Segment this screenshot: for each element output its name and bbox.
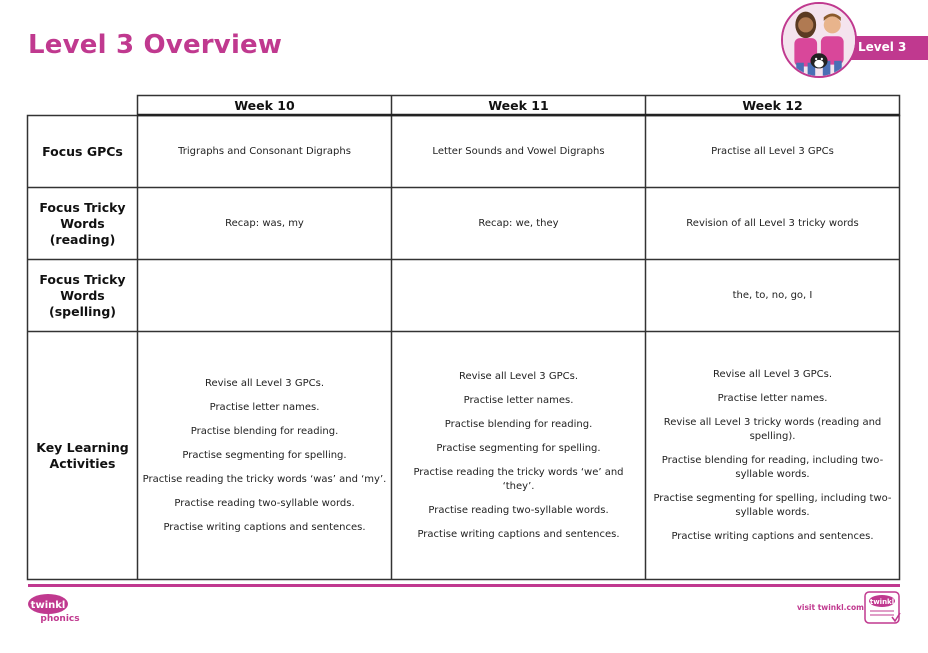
activity-item: Practise segmenting for spelling, including two-syllable words. bbox=[653, 492, 892, 518]
activity-item: Revise all Level 3 GPCs. bbox=[204, 377, 325, 389]
activity-item: Practise segmenting for spelling. bbox=[182, 449, 347, 461]
activity-item: Practise reading the tricky words ‘was’ and ‘my’. bbox=[142, 473, 387, 485]
activity-item: Practise blending for reading. bbox=[444, 418, 593, 430]
row-label-focus-gpcs: Focus GPCs bbox=[42, 143, 123, 159]
tricky-reading-week-10: Recap: was, my bbox=[225, 217, 304, 229]
activity-item: Practise writing captions and sentences. bbox=[671, 530, 874, 542]
activity-item: Revise all Level 3 tricky words (reading and spelling). bbox=[663, 416, 882, 442]
quality-badge-icon bbox=[864, 591, 902, 625]
tricky-reading-week-11: Recap: we, they bbox=[478, 217, 559, 229]
tricky-spelling-week-12: the, to, no, go, I bbox=[732, 289, 813, 301]
activity-item: Practise reading two-syllable words. bbox=[174, 497, 355, 509]
row-label-key-activities: Key Learning Activities bbox=[36, 439, 129, 471]
activity-item: Practise blending for reading, including two-syllable words. bbox=[661, 454, 884, 480]
activity-item: Practise reading the tricky words ‘we’ and ‘they’. bbox=[413, 466, 624, 492]
gpcs-week-11: Letter Sounds and Vowel Digraphs bbox=[432, 145, 605, 157]
activities-week-11 bbox=[392, 332, 645, 579]
gpcs-week-10: Trigraphs and Consonant Digraphs bbox=[178, 145, 351, 157]
logo-text-bottom: phonics bbox=[40, 614, 80, 624]
activity-item: Practise writing captions and sentences. bbox=[417, 528, 620, 540]
page-title: Level 3 Overview bbox=[28, 30, 283, 60]
activity-item: Practise blending for reading. bbox=[190, 425, 339, 437]
badge-text: twinkl bbox=[869, 598, 895, 606]
activity-item: Practise letter names. bbox=[463, 394, 574, 406]
week-10-header: Week 10 bbox=[234, 98, 295, 113]
week-11-header: Week 11 bbox=[488, 98, 549, 113]
tricky-spelling-week-10 bbox=[138, 260, 391, 331]
activity-item: Revise all Level 3 GPCs. bbox=[458, 370, 579, 382]
footer-visit-link[interactable]: visit twinkl.com bbox=[797, 603, 864, 612]
activity-item: Practise letter names. bbox=[209, 401, 320, 413]
activities-week-12 bbox=[646, 332, 899, 579]
tricky-spelling-week-11 bbox=[392, 260, 645, 331]
twinkl-phonics-logo[interactable] bbox=[26, 592, 82, 626]
row-label-tricky-spelling: Focus Tricky Words (spelling) bbox=[39, 271, 126, 319]
week-12-header: Week 12 bbox=[742, 98, 803, 113]
activities-week-10 bbox=[138, 332, 391, 579]
activity-item: Practise writing captions and sentences. bbox=[163, 521, 366, 533]
row-label-tricky-reading: Focus Tricky Words (reading) bbox=[39, 199, 126, 247]
logo-text-top: twinkl bbox=[30, 600, 66, 611]
activity-item: Practise segmenting for spelling. bbox=[436, 442, 601, 454]
footer-divider bbox=[28, 584, 900, 587]
gpcs-week-12: Practise all Level 3 GPCs bbox=[711, 145, 834, 157]
activity-item: Practise letter names. bbox=[717, 392, 828, 404]
activity-item: Practise reading two-syllable words. bbox=[428, 504, 609, 516]
tricky-reading-week-12: Revision of all Level 3 tricky words bbox=[686, 217, 859, 229]
level-tab: Level 3 bbox=[850, 36, 928, 60]
activity-item: Revise all Level 3 GPCs. bbox=[712, 368, 833, 380]
